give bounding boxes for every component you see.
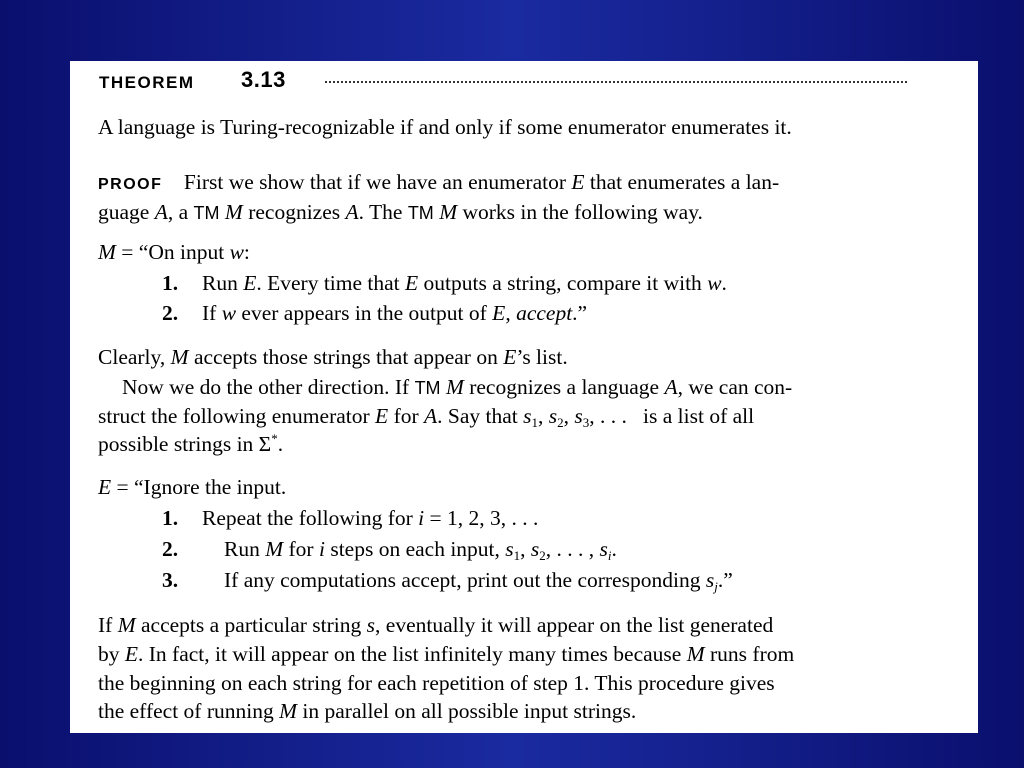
proof-paragraph-3-line-1: Now we do the other direction. If TM M recognizes a language A, we can con-	[122, 375, 793, 399]
e-step-3: 3. If any computations accept, print out the corresponding $s_j$.”	[162, 568, 733, 594]
machine-m-definition: M = “On input w:	[98, 240, 250, 264]
proof-paragraph-3-line-2: struct the following enumerator E for A. Say that $s_1$, $s_2$, $s_3$, . . . is a list of all	[98, 404, 755, 430]
header-rule	[325, 81, 907, 83]
proof-paragraph-4-line-1: If M accepts a particular string s, eventually it will appear on the list generated	[98, 613, 774, 637]
m-step-2: 2. If w ever appears in the output of E, accept.”	[162, 301, 588, 325]
proof-paragraph-1-line-1	[98, 172, 779, 194]
e-step-2: 2. Run M for i steps on each input, $s_1$, $s_2$, . . . , $s_i$.	[162, 537, 617, 563]
m-step-1: 1. Run E. Every time that E outputs a string, compare it with w.	[162, 271, 727, 295]
e-step-1: 1. Repeat the following for i = 1, 2, 3, . . .	[162, 506, 539, 530]
p1-l1-text: First we show that if we have an enumerator E that enumerates a lan-	[183, 170, 780, 194]
theorem-number: 3.13	[241, 67, 286, 92]
proof-paragraph-2: Clearly, M accepts those strings that appear on E’s list.	[98, 345, 568, 369]
theorem-label: THEOREM	[99, 73, 195, 92]
proof-paragraph-1-line-2: guage A, a TM M recognizes A. The TM M works in the following way.	[98, 200, 703, 224]
theorem-statement: A language is Turing-recognizable if and only if some enumerator enumerates it.	[98, 115, 792, 139]
proof-paragraph-4-line-3: the beginning on each string for each repetition of step 1. This procedure gives	[98, 671, 775, 695]
proof-paragraph-3-line-3: possible strings in Σ*.	[98, 430, 284, 456]
enumerator-e-definition: E = “Ignore the input.	[98, 475, 287, 499]
proof-label: PROOF	[98, 176, 163, 193]
proof-paragraph-4-line-2: by E. In fact, it will appear on the list infinitely many times because M runs from	[98, 642, 795, 666]
proof-paragraph-4-line-4: the effect of running M in parallel on all possible input strings.	[98, 699, 637, 723]
textbook-page	[70, 61, 978, 733]
